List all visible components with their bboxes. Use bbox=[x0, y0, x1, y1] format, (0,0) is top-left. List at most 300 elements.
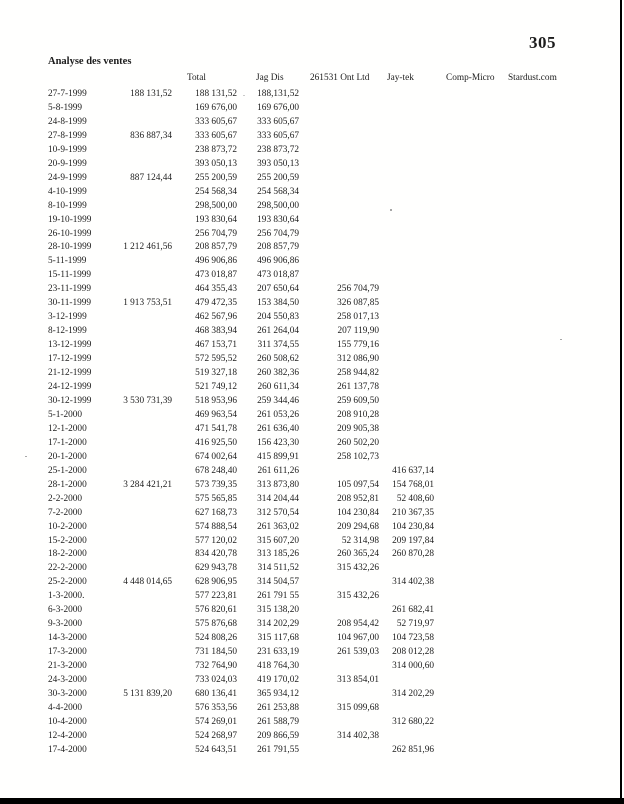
scan-speck bbox=[243, 95, 245, 96]
cell-jag-dis: 365 934,12 bbox=[257, 688, 299, 699]
cell-ont-ltd: 315 432,26 bbox=[337, 563, 379, 574]
cell-date: 17-4-2000 bbox=[48, 744, 87, 755]
cell-jag-dis: 315 607,20 bbox=[257, 535, 299, 546]
cell-jay-tek bbox=[379, 409, 434, 423]
cell-ont-ltd: 209 905,38 bbox=[337, 423, 379, 434]
cell-stardust bbox=[496, 144, 566, 158]
table-row bbox=[0, 395, 624, 409]
table-row bbox=[0, 451, 624, 465]
cell-stardust bbox=[496, 646, 566, 660]
cell-total: 208 857,79 bbox=[195, 242, 237, 253]
table-row bbox=[0, 674, 624, 688]
cell-stardust bbox=[496, 465, 566, 479]
cell-period-total bbox=[105, 214, 172, 228]
cell-ont-ltd bbox=[299, 116, 379, 130]
cell-jag-dis: 261 363,02 bbox=[257, 521, 299, 532]
cell-date: 20-1-2000 bbox=[48, 451, 87, 462]
table-row bbox=[0, 437, 624, 451]
cell-period-total bbox=[105, 423, 172, 437]
cell-ont-ltd: 258 944,82 bbox=[337, 368, 379, 379]
cell-jag-dis: 314 204,44 bbox=[257, 493, 299, 504]
cell-total: 629 943,78 bbox=[195, 563, 237, 574]
cell-stardust bbox=[496, 102, 566, 116]
cell-date: 6-3-2000 bbox=[48, 605, 83, 616]
cell-ont-ltd: 312 086,90 bbox=[337, 354, 379, 365]
cell-jag-dis: 256 704,79 bbox=[257, 228, 299, 239]
cell-jag-dis: 311 374,55 bbox=[257, 340, 299, 351]
cell-stardust bbox=[496, 660, 566, 674]
cell-period-total bbox=[105, 451, 172, 465]
cell-date: 19-10-1999 bbox=[48, 214, 92, 225]
cell-period-total bbox=[105, 409, 172, 423]
cell-ont-ltd: 104 230,84 bbox=[337, 507, 379, 518]
table-row bbox=[0, 688, 624, 702]
cell-jag-dis: 260 611,34 bbox=[257, 382, 299, 393]
table-row bbox=[0, 283, 624, 297]
cell-comp-micro bbox=[434, 562, 496, 576]
cell-stardust bbox=[496, 214, 566, 228]
cell-stardust bbox=[496, 158, 566, 172]
cell-total: 479 472,35 bbox=[195, 298, 237, 309]
cell-period-total bbox=[105, 562, 172, 576]
cell-jag-dis: 496 906,86 bbox=[257, 256, 299, 267]
cell-ont-ltd bbox=[299, 255, 379, 269]
table-row bbox=[0, 116, 624, 130]
table-row bbox=[0, 521, 624, 535]
cell-comp-micro bbox=[434, 437, 496, 451]
cell-date: 15-2-2000 bbox=[48, 535, 87, 546]
cell-ont-ltd: 256 704,79 bbox=[337, 284, 379, 295]
cell-ont-ltd bbox=[299, 158, 379, 172]
cell-ont-ltd bbox=[299, 130, 379, 144]
cell-comp-micro bbox=[434, 367, 496, 381]
cell-jag-dis: 419 170,02 bbox=[257, 675, 299, 686]
cell-period-total: 4 448 014,65 bbox=[123, 577, 172, 588]
cell-stardust bbox=[496, 353, 566, 367]
cell-period-total bbox=[105, 702, 172, 716]
cell-stardust bbox=[496, 283, 566, 297]
cell-stardust bbox=[496, 325, 566, 339]
cell-comp-micro bbox=[434, 688, 496, 702]
cell-jag-dis: 261 791,55 bbox=[257, 744, 299, 755]
cell-jag-dis: 261 588,79 bbox=[257, 716, 299, 727]
cell-total: 524 268,97 bbox=[195, 730, 237, 741]
cell-jay-tek bbox=[379, 228, 434, 242]
cell-jay-tek bbox=[379, 214, 434, 228]
cell-date: 5-8-1999 bbox=[48, 102, 83, 113]
cell-jag-dis: 209 866,59 bbox=[257, 730, 299, 741]
cell-date: 28-1-2000 bbox=[48, 479, 87, 490]
cell-stardust bbox=[496, 744, 566, 758]
cell-stardust bbox=[496, 311, 566, 325]
cell-stardust bbox=[496, 116, 566, 130]
cell-comp-micro bbox=[434, 116, 496, 130]
table-row bbox=[0, 548, 624, 562]
cell-jay-tek bbox=[379, 311, 434, 325]
cell-ont-ltd bbox=[299, 102, 379, 116]
cell-ont-ltd bbox=[299, 241, 379, 255]
cell-stardust bbox=[496, 88, 566, 102]
cell-jay-tek bbox=[379, 283, 434, 297]
cell-total: 255 200,59 bbox=[195, 172, 237, 183]
cell-period-total bbox=[105, 618, 172, 632]
cell-stardust bbox=[496, 632, 566, 646]
cell-total: 674 002,64 bbox=[195, 451, 237, 462]
cell-date: 8-12-1999 bbox=[48, 326, 87, 337]
cell-stardust bbox=[496, 241, 566, 255]
cell-period-total bbox=[105, 604, 172, 618]
cell-jay-tek: 314 402,38 bbox=[392, 577, 434, 588]
cell-period-total: 3 530 731,39 bbox=[123, 395, 172, 406]
cell-period-total bbox=[105, 339, 172, 353]
cell-date: 10-4-2000 bbox=[48, 716, 87, 727]
cell-total: 193 830,64 bbox=[195, 214, 237, 225]
scan-speck bbox=[390, 209, 392, 211]
cell-comp-micro bbox=[434, 479, 496, 493]
table-row bbox=[0, 660, 624, 674]
cell-jag-dis: 415 899,91 bbox=[257, 451, 299, 462]
cell-ont-ltd bbox=[299, 269, 379, 283]
cell-ont-ltd bbox=[299, 716, 379, 730]
table-row bbox=[0, 423, 624, 437]
table-header-row bbox=[0, 73, 624, 87]
cell-date: 2-2-2000 bbox=[48, 493, 83, 504]
cell-comp-micro bbox=[434, 353, 496, 367]
cell-period-total bbox=[105, 325, 172, 339]
cell-ont-ltd bbox=[299, 660, 379, 674]
cell-stardust bbox=[496, 702, 566, 716]
cell-ont-ltd bbox=[299, 604, 379, 618]
cell-ont-ltd bbox=[299, 744, 379, 758]
cell-period-total bbox=[105, 186, 172, 200]
cell-ont-ltd: 52 314,98 bbox=[341, 535, 379, 546]
cell-date: 5-1-2000 bbox=[48, 409, 83, 420]
cell-ont-ltd bbox=[299, 576, 379, 590]
cell-stardust bbox=[496, 493, 566, 507]
cell-ont-ltd: 258 017,13 bbox=[337, 312, 379, 323]
cell-date: 10-9-1999 bbox=[48, 144, 87, 155]
cell-stardust bbox=[496, 130, 566, 144]
cell-date: 17-3-2000 bbox=[48, 647, 87, 658]
cell-ont-ltd: 105 097,54 bbox=[337, 479, 379, 490]
table-row bbox=[0, 214, 624, 228]
cell-stardust bbox=[496, 716, 566, 730]
cell-comp-micro bbox=[434, 88, 496, 102]
table-row bbox=[0, 269, 624, 283]
cell-jay-tek bbox=[379, 590, 434, 604]
column-header-stardust: Stardust.com bbox=[508, 73, 557, 83]
cell-comp-micro bbox=[434, 674, 496, 688]
cell-comp-micro bbox=[434, 409, 496, 423]
cell-ont-ltd: 259 609,50 bbox=[337, 395, 379, 406]
cell-stardust bbox=[496, 423, 566, 437]
table-row bbox=[0, 297, 624, 311]
cell-date: 24-3-2000 bbox=[48, 675, 87, 686]
table-row bbox=[0, 381, 624, 395]
table-row bbox=[0, 311, 624, 325]
cell-jay-tek bbox=[379, 172, 434, 186]
cell-jay-tek: 416 637,14 bbox=[392, 465, 434, 476]
cell-period-total: 1 212 461,56 bbox=[123, 242, 172, 253]
cell-jay-tek bbox=[379, 562, 434, 576]
table-row bbox=[0, 535, 624, 549]
cell-stardust bbox=[496, 674, 566, 688]
cell-jay-tek bbox=[379, 297, 434, 311]
cell-jay-tek bbox=[379, 437, 434, 451]
cell-jay-tek: 208 012,28 bbox=[392, 647, 434, 658]
cell-period-total bbox=[105, 521, 172, 535]
table-row bbox=[0, 409, 624, 423]
cell-jag-dis: 315 117,68 bbox=[257, 633, 299, 644]
cell-period-total: 5 131 839,20 bbox=[123, 688, 172, 699]
cell-ont-ltd: 208 952,81 bbox=[337, 493, 379, 504]
cell-stardust bbox=[496, 172, 566, 186]
table-row bbox=[0, 158, 624, 172]
cell-comp-micro bbox=[434, 325, 496, 339]
cell-stardust bbox=[496, 730, 566, 744]
table-row bbox=[0, 590, 624, 604]
cell-total: 628 906,95 bbox=[195, 577, 237, 588]
cell-period-total bbox=[105, 353, 172, 367]
cell-ont-ltd: 313 854,01 bbox=[337, 675, 379, 686]
cell-ont-ltd: 260 365,24 bbox=[337, 549, 379, 560]
cell-period-total bbox=[105, 269, 172, 283]
cell-comp-micro bbox=[434, 423, 496, 437]
cell-total: 834 420,78 bbox=[195, 549, 237, 560]
cell-total: 574 888,54 bbox=[195, 521, 237, 532]
cell-comp-micro bbox=[434, 339, 496, 353]
cell-period-total bbox=[105, 632, 172, 646]
cell-ont-ltd: 315 099,68 bbox=[337, 702, 379, 713]
table-row bbox=[0, 702, 624, 716]
cell-period-total bbox=[105, 367, 172, 381]
cell-ont-ltd: 208 954,42 bbox=[337, 619, 379, 630]
cell-comp-micro bbox=[434, 618, 496, 632]
cell-stardust bbox=[496, 228, 566, 242]
cell-stardust bbox=[496, 367, 566, 381]
cell-ont-ltd bbox=[299, 172, 379, 186]
cell-comp-micro bbox=[434, 730, 496, 744]
cell-date: 21-12-1999 bbox=[48, 368, 92, 379]
cell-jag-dis: 260 382,36 bbox=[257, 368, 299, 379]
cell-date: 13-12-1999 bbox=[48, 340, 92, 351]
cell-date: 7-2-2000 bbox=[48, 507, 83, 518]
cell-date: 26-10-1999 bbox=[48, 228, 92, 239]
cell-comp-micro bbox=[434, 228, 496, 242]
cell-stardust bbox=[496, 548, 566, 562]
report-title: Analyse des ventes bbox=[48, 56, 132, 67]
cell-jag-dis: 261 791 55 bbox=[257, 591, 299, 602]
cell-period-total bbox=[105, 744, 172, 758]
cell-comp-micro bbox=[434, 521, 496, 535]
scan-speck bbox=[25, 456, 27, 457]
cell-ont-ltd bbox=[299, 144, 379, 158]
cell-total: 575 876,68 bbox=[195, 619, 237, 630]
cell-comp-micro bbox=[434, 269, 496, 283]
cell-jay-tek bbox=[379, 241, 434, 255]
cell-date: 5-11-1999 bbox=[48, 256, 87, 267]
cell-comp-micro bbox=[434, 660, 496, 674]
cell-stardust bbox=[496, 200, 566, 214]
cell-jay-tek bbox=[379, 130, 434, 144]
cell-jag-dis: 169 676,00 bbox=[257, 102, 299, 113]
cell-comp-micro bbox=[434, 716, 496, 730]
cell-jay-tek bbox=[379, 730, 434, 744]
cell-comp-micro bbox=[434, 465, 496, 479]
table-row bbox=[0, 353, 624, 367]
cell-period-total bbox=[105, 535, 172, 549]
cell-comp-micro bbox=[434, 548, 496, 562]
cell-total: 298,500,00 bbox=[195, 200, 237, 211]
cell-period-total: 836 887,34 bbox=[130, 130, 172, 141]
cell-jay-tek bbox=[379, 144, 434, 158]
cell-ont-ltd: 261 539,03 bbox=[337, 647, 379, 658]
cell-date: 12-1-2000 bbox=[48, 423, 87, 434]
cell-comp-micro bbox=[434, 381, 496, 395]
cell-jag-dis: 314 202,29 bbox=[257, 619, 299, 630]
cell-jay-tek: 52 408,60 bbox=[396, 493, 434, 504]
cell-total: 471 541,78 bbox=[195, 423, 237, 434]
cell-ont-ltd bbox=[299, 465, 379, 479]
cell-comp-micro bbox=[434, 604, 496, 618]
cell-total: 519 327,18 bbox=[195, 368, 237, 379]
cell-period-total bbox=[105, 200, 172, 214]
cell-date: 25-2-2000 bbox=[48, 577, 87, 588]
cell-stardust bbox=[496, 590, 566, 604]
cell-jag-dis: 333 605,67 bbox=[257, 130, 299, 141]
cell-comp-micro bbox=[434, 102, 496, 116]
table-row bbox=[0, 200, 624, 214]
cell-period-total bbox=[105, 465, 172, 479]
cell-period-total bbox=[105, 674, 172, 688]
cell-period-total bbox=[105, 507, 172, 521]
table-row bbox=[0, 325, 624, 339]
cell-comp-micro bbox=[434, 535, 496, 549]
cell-jag-dis: 261 264,04 bbox=[257, 326, 299, 337]
cell-comp-micro bbox=[434, 311, 496, 325]
cell-total: 469 963,54 bbox=[195, 409, 237, 420]
cell-period-total: 3 284 421,21 bbox=[123, 479, 172, 490]
cell-total: 577 223,81 bbox=[195, 591, 237, 602]
cell-jag-dis: 259 344,46 bbox=[257, 395, 299, 406]
table-row bbox=[0, 646, 624, 660]
cell-stardust bbox=[496, 297, 566, 311]
column-header-ont-ltd: 261531 Ont Ltd bbox=[310, 73, 370, 83]
cell-jag-dis: 188,131,52 bbox=[257, 89, 299, 99]
cell-date: 10-2-2000 bbox=[48, 521, 87, 532]
cell-date: 8-10-1999 bbox=[48, 200, 87, 211]
cell-stardust bbox=[496, 479, 566, 493]
cell-jay-tek bbox=[379, 353, 434, 367]
cell-jay-tek bbox=[379, 395, 434, 409]
cell-period-total: 1 913 753,51 bbox=[123, 298, 172, 309]
cell-jag-dis: 231 633,19 bbox=[257, 647, 299, 658]
cell-jag-dis: 261 253,88 bbox=[257, 702, 299, 713]
cell-total: 416 925,50 bbox=[195, 437, 237, 448]
cell-ont-ltd: 315 432,26 bbox=[337, 591, 379, 602]
cell-ont-ltd bbox=[299, 186, 379, 200]
cell-total: 256 704,79 bbox=[195, 228, 237, 239]
cell-ont-ltd: 209 294,68 bbox=[337, 521, 379, 532]
cell-jag-dis: 261 053,26 bbox=[257, 409, 299, 420]
cell-stardust bbox=[496, 269, 566, 283]
cell-stardust bbox=[496, 604, 566, 618]
cell-total: 464 355,43 bbox=[195, 284, 237, 295]
cell-jay-tek: 262 851,96 bbox=[392, 744, 434, 755]
cell-ont-ltd: 260 502,20 bbox=[337, 437, 379, 448]
cell-date: 27-8-1999 bbox=[48, 130, 87, 141]
cell-date: 4-10-1999 bbox=[48, 186, 87, 197]
cell-jay-tek: 314 000,60 bbox=[392, 661, 434, 672]
cell-total: 732 764,90 bbox=[195, 661, 237, 672]
cell-jay-tek bbox=[379, 367, 434, 381]
table-row bbox=[0, 228, 624, 242]
cell-total: 254 568,34 bbox=[195, 186, 237, 197]
cell-stardust bbox=[496, 381, 566, 395]
cell-total: 333 605,67 bbox=[195, 116, 237, 127]
table-row bbox=[0, 716, 624, 730]
cell-stardust bbox=[496, 255, 566, 269]
cell-jay-tek: 314 202,29 bbox=[392, 688, 434, 699]
cell-jay-tek bbox=[379, 269, 434, 283]
table-row bbox=[0, 144, 624, 158]
scan-edge-bottom bbox=[0, 798, 624, 804]
cell-ont-ltd bbox=[299, 688, 379, 702]
cell-date: 30-3-2000 bbox=[48, 688, 87, 699]
cell-jag-dis: 314 511,52 bbox=[257, 563, 299, 574]
cell-ont-ltd: 314 402,38 bbox=[337, 730, 379, 741]
cell-period-total: 887 124,44 bbox=[130, 172, 172, 183]
cell-period-total bbox=[105, 646, 172, 660]
cell-jag-dis: 312 570,54 bbox=[257, 507, 299, 518]
cell-comp-micro bbox=[434, 297, 496, 311]
cell-jay-tek bbox=[379, 674, 434, 688]
cell-jay-tek bbox=[379, 200, 434, 214]
cell-comp-micro bbox=[434, 576, 496, 590]
cell-total: 333 605,67 bbox=[195, 130, 237, 141]
cell-period-total bbox=[105, 437, 172, 451]
cell-jag-dis: 315 138,20 bbox=[257, 605, 299, 616]
cell-comp-micro bbox=[434, 186, 496, 200]
cell-ont-ltd: 326 087,85 bbox=[337, 298, 379, 309]
cell-total: 524 808,26 bbox=[195, 633, 237, 644]
table-row bbox=[0, 367, 624, 381]
cell-date: 27-7-1999 bbox=[48, 89, 87, 99]
table-row bbox=[0, 255, 624, 269]
cell-total: 576 820,61 bbox=[195, 605, 237, 616]
cell-period-total bbox=[105, 102, 172, 116]
cell-stardust bbox=[496, 618, 566, 632]
table-row bbox=[0, 172, 624, 186]
table-row bbox=[0, 493, 624, 507]
cell-total: 576 353,56 bbox=[195, 702, 237, 713]
cell-stardust bbox=[496, 409, 566, 423]
cell-jay-tek: 312 680,22 bbox=[392, 716, 434, 727]
cell-date: 9-3-2000 bbox=[48, 619, 83, 630]
cell-jay-tek bbox=[379, 339, 434, 353]
cell-jay-tek: 261 682,41 bbox=[392, 605, 434, 616]
cell-jay-tek: 260 870,28 bbox=[392, 549, 434, 560]
table-row bbox=[0, 88, 624, 102]
cell-period-total bbox=[105, 548, 172, 562]
cell-stardust bbox=[496, 507, 566, 521]
cell-total: 462 567,96 bbox=[195, 312, 237, 323]
cell-comp-micro bbox=[434, 744, 496, 758]
table-row bbox=[0, 339, 624, 353]
cell-date: 30-12-1999 bbox=[48, 395, 92, 406]
cell-date: 25-1-2000 bbox=[48, 465, 87, 476]
cell-total: 467 153,71 bbox=[195, 340, 237, 351]
